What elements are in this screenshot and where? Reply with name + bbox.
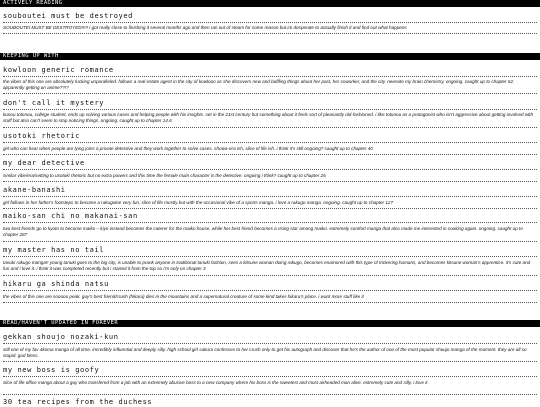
- entry-title: maiko-san chi no makanai-san: [3, 212, 138, 220]
- divider: [3, 394, 537, 395]
- entry-description: slice of life office manga about a guy who transfered from a job with an extremely abusive boss to a new company where his boss is the sweetest and most airheaded man alive. extremely cute and silly. i love it: [3, 380, 428, 385]
- entry-description: similar vibe/era/setting to usotoki rhetoric but no extra powers and this time the female main character is the detective. ongoing i think? caught up to chapter 26: [3, 173, 326, 178]
- divider: [3, 222, 537, 223]
- divider: [3, 22, 537, 23]
- divider: [3, 343, 537, 344]
- section-header-read-not-updated: READ/HAVEN'T UPDATED IN FOREVER: [0, 320, 540, 327]
- entry-title: my new boss is goofy: [3, 366, 100, 374]
- divider: [3, 196, 537, 197]
- divider: [3, 33, 537, 34]
- entry-description: the vibes of this one are absolutely fucking unparalleled. follows a real estate agent in the city of kowloon as she discovers new and baffling things about her past, her coworker, and the city. neeroite my brain chemistry. ongoing. caught up to chapter 62. apparently getting an anime??!?: [3, 79, 515, 90]
- section-header-keeping-up-with: KEEPING UP WITH: [0, 53, 540, 60]
- section-header-actively-reading: ACTIVELY READING: [0, 0, 540, 7]
- divider: [3, 241, 537, 242]
- divider: [3, 361, 537, 362]
- divider: [3, 208, 537, 209]
- entry-title: my dear detective: [3, 159, 85, 167]
- divider: [3, 76, 537, 77]
- entry-title: akane-banashi: [3, 186, 66, 194]
- divider: [3, 302, 537, 303]
- entry-description: still one of my fav 4koma manga of all time. incredibly influential and deeply silly. high school girl sakura confesses to her crush only to get his autograph and discover that he's the author of one of the most popular shoujo manga of the moment. they are all so stupid. god bless.: [3, 347, 527, 358]
- entry-description: girl follows in her father's footsteps to become a rakugoka! very fun, slice of life mostly but with the occasional vibe of a sports manga. i love a rakugo manga. ongoing. caught up to chapter 127: [3, 200, 394, 205]
- divider: [3, 376, 537, 377]
- entry-description: tanuki rakugo manga!! young tanuki goes to the big city, is unable to prank anyone in traditional tanuki fashion, sees a kitsune woman doing rakugo, becomes enamored with this type of trickering humans, and becomes kitsune woman's apprentice. it's cute and fun and i love it. i think it was completed recently but i started it from the top so i'm only on chapter 3: [3, 260, 531, 271]
- entry-description: girl who can hear when people are lying joins a private detective and they work together to solve cases. showa-era ish, slice of life ish. i think it's still ongoing? caught up to chapter 40: [3, 146, 373, 151]
- divider: [3, 154, 537, 155]
- entry-title: usotoki rhetoric: [3, 132, 81, 140]
- entry-title: hikaru ga shinda natsu: [3, 280, 109, 288]
- entry-title: souboutei must be destroyed: [3, 12, 133, 20]
- divider: [3, 142, 537, 143]
- divider: [3, 109, 537, 110]
- divider: [3, 169, 537, 170]
- entry-description: kunou totonou, college student, ends up solving various cases and helping people with his insights. set in the 21st century but something about it feels sort of pleasantly old-fashioned. i like totonou as a protagonist who isn't aggressive about getting involved with stuff but also can't seem to stop noticing things. ongoing. caught up to chapter 14.6: [3, 112, 533, 123]
- divider: [3, 93, 537, 94]
- entry-title: my master has no tail: [3, 246, 105, 254]
- entry-title: 30 tea recipes from the duchess: [3, 398, 153, 406]
- entry-title: don't call it mystery: [3, 99, 105, 107]
- entry-title: gekkan shoujo nozaki-kun: [3, 333, 119, 341]
- divider: [3, 275, 537, 276]
- entry-title: kowloon generic romance: [3, 66, 114, 74]
- entry-description: the vibes of this one are sooooo peak. guy's best friend/crush (hikaru) dies in the mountains and a supernatural creature of some kind takes hikaru's place. i want more stuff like it: [3, 294, 364, 299]
- divider: [3, 127, 537, 128]
- divider: [3, 256, 537, 257]
- divider: [3, 290, 537, 291]
- divider: [3, 181, 537, 182]
- entry-description: two best friends go to kyoto to become maiko – kiyo instead becomes the caterer for the maiko house, while her best friend becomes a rising star among maiko. extremely comfort manga that also made me interested in cooking again. ongoing. caught up to chapter 287: [3, 226, 523, 237]
- entry-description: SOUBOUTEI MUST BE DESTROYED!!!!! i got really close to finishing it several months ago and then ran out of steam for some reason but im desperate to actually finish it and find out what happens: [3, 25, 407, 30]
